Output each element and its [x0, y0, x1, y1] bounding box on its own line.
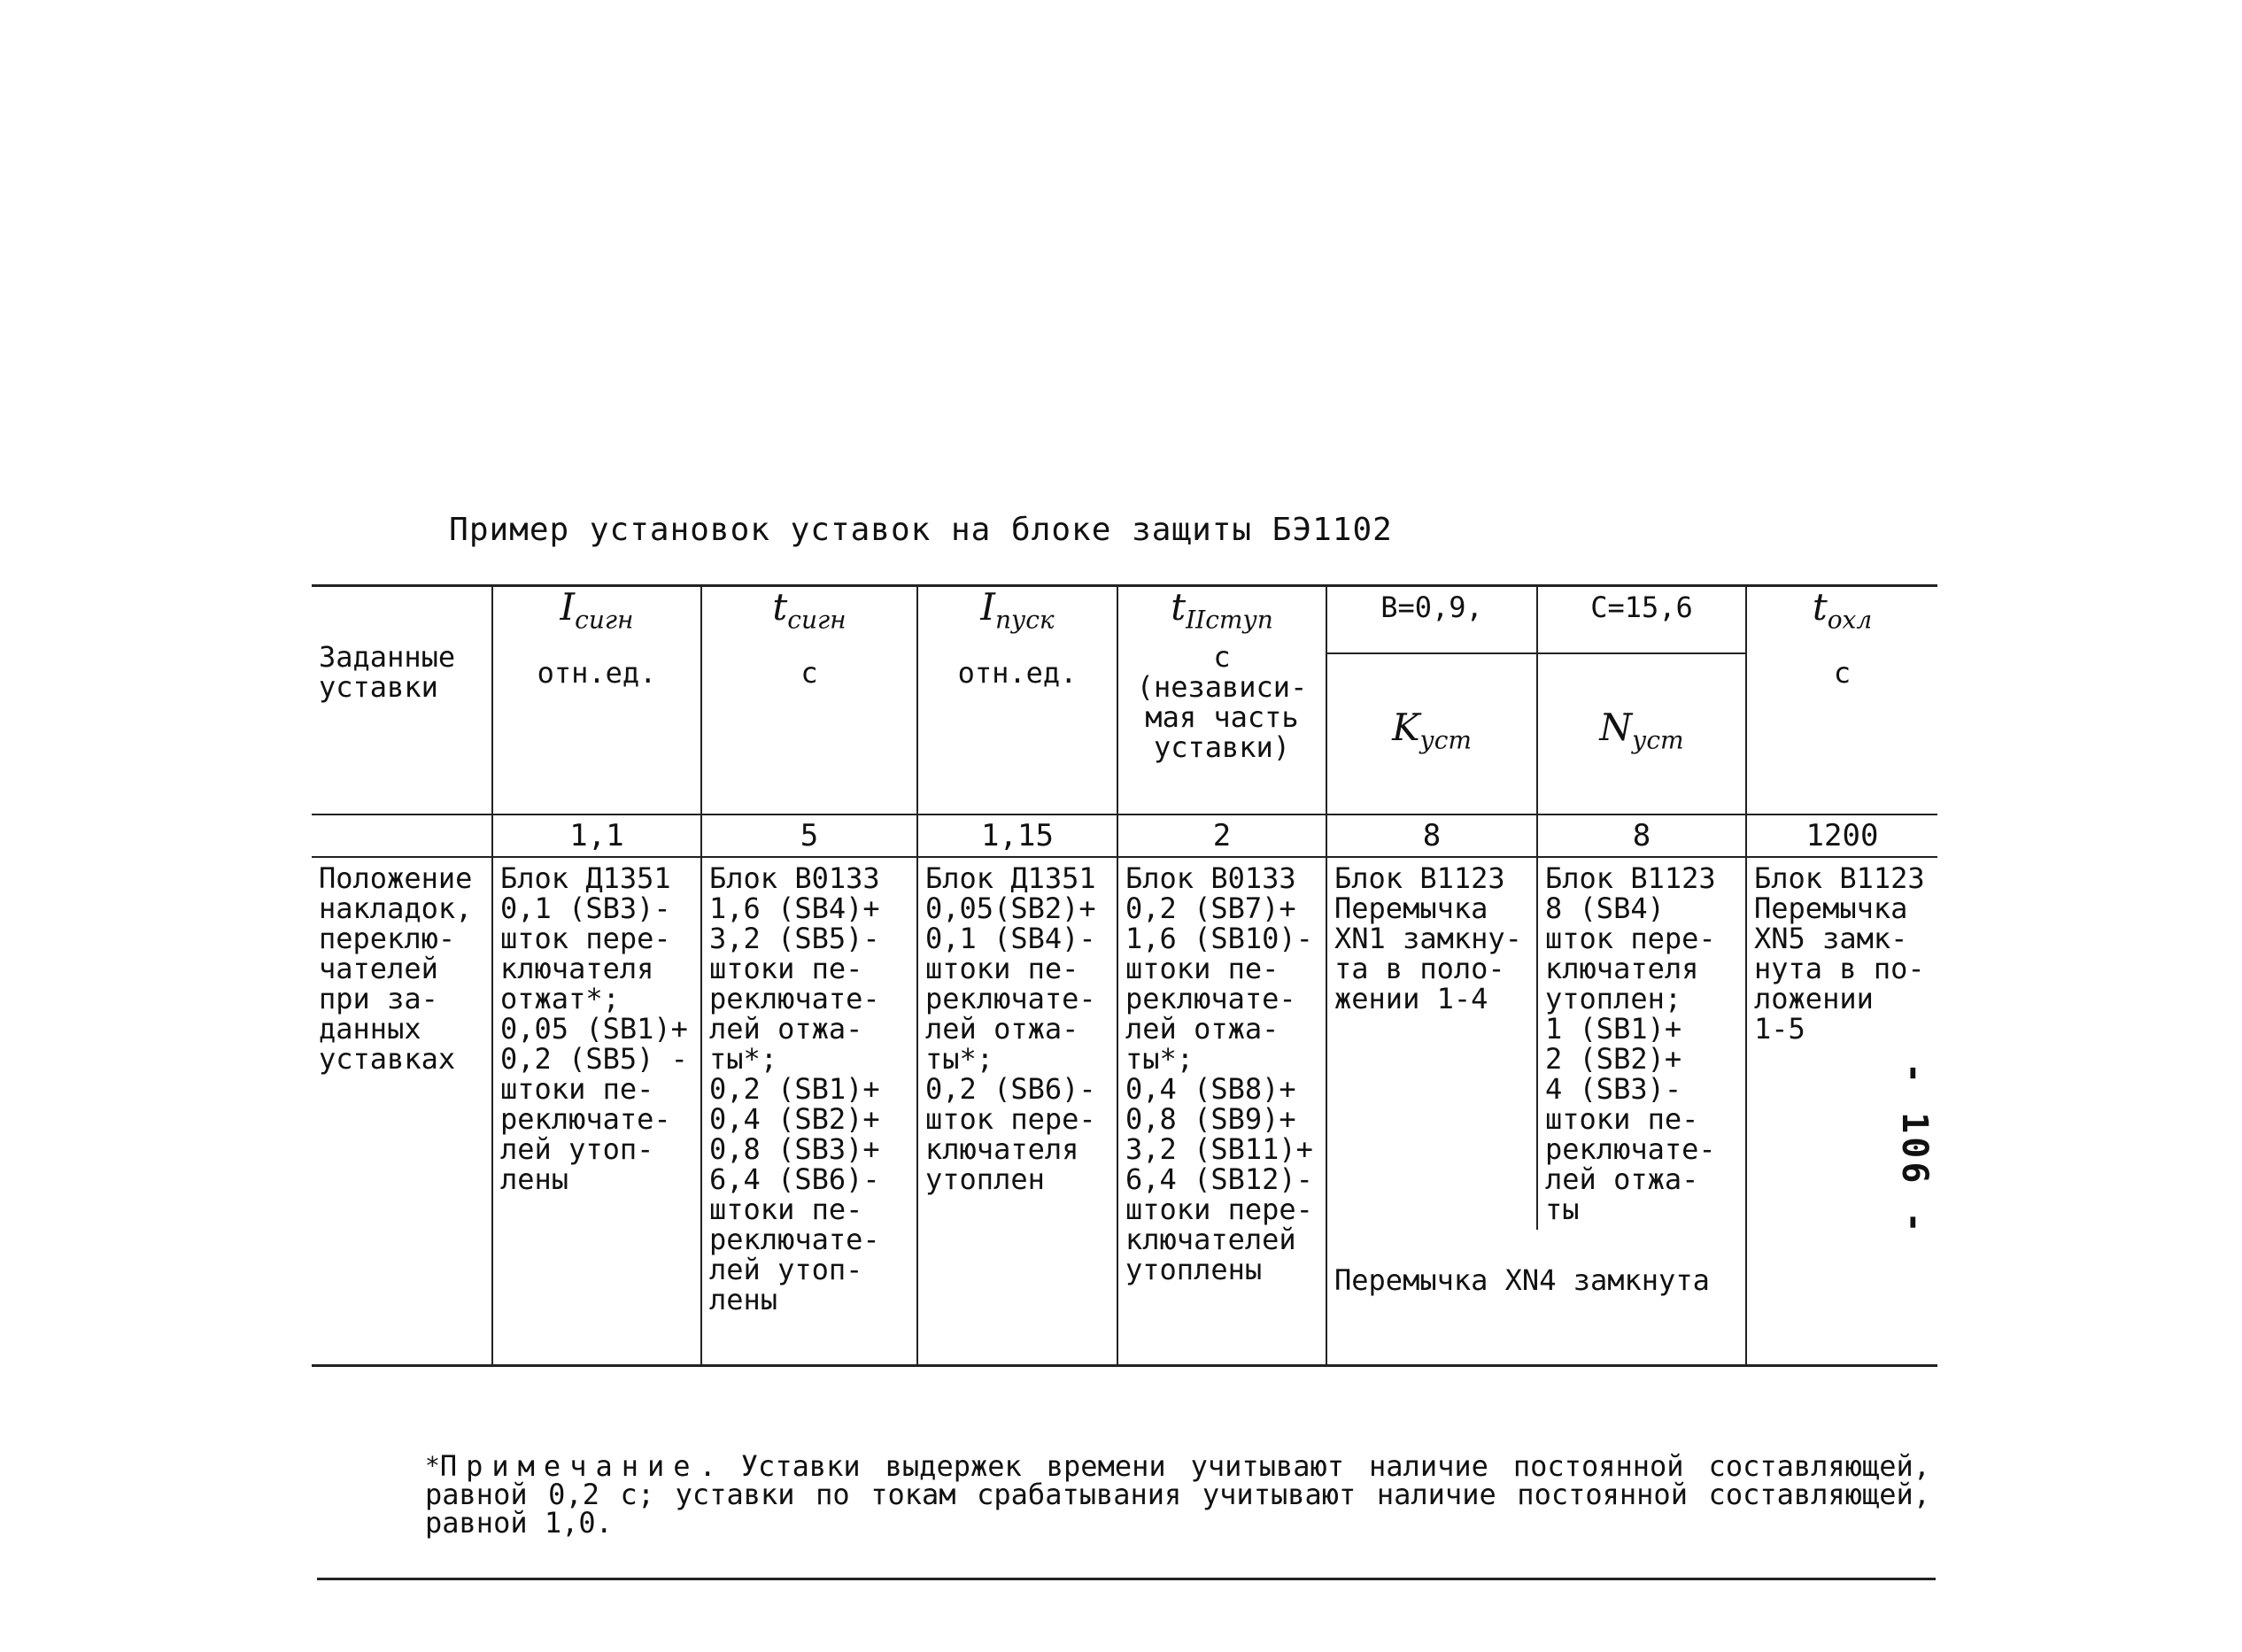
position-t-sign: Блок В0133 1,6 (SB4)+ 3,2 (SB5)- штоки пе- реключате- лей отжа- ты*; 0,2 (SB1)+ 0,4 (SB2)+ 0,8 (SB3)+ 6,4 (SB6)- штоки пе- реключате- лей утоп- лены	[701, 857, 917, 1366]
value-n-ust: 8	[1537, 814, 1746, 857]
xn4-note: Перемычка XN4 замкнута	[1334, 1263, 1710, 1297]
row-header-settings: Заданные уставки	[312, 586, 492, 815]
col-header-t-sign: $t_{сигн}$ с	[701, 586, 917, 815]
footnote-star: *	[425, 1451, 440, 1480]
value-i-pusk: 1,15	[917, 814, 1117, 857]
col-header-n-ust: $N_{уст}$	[1537, 653, 1746, 814]
positions-header: Положение накладок, переклю- чателей при за- данных уставках	[312, 857, 492, 1366]
position-k-n-ust: Блок В1123 Перемычка XN1 замкну- та в поло- жении 1-4 Блок В1123 8 (SB4) шток пере- ключателя утоплен; 1 (SB1)+ 2 (SB2)+ 4 (SB3)- штоки пе- реключате- лей отжа- ты Перемычка XN4 замкнута	[1326, 857, 1746, 1366]
page-number: - 106 -	[1894, 1062, 1935, 1237]
value-t-stage2: 2	[1117, 814, 1326, 857]
values-row-label	[312, 814, 492, 857]
b-value: B=0,9,	[1326, 586, 1537, 654]
position-t-ohl: Блок В1123 Перемычка XN5 замк- нута в по- ложении 1-5	[1746, 857, 1937, 1366]
position-i-sign: Блок Д1351 0,1 (SB3)- шток пере- ключателя отжат*; 0,05 (SB1)+ 0,2 (SB5) - штоки пе- реключате- лей утоп- лены	[492, 857, 701, 1366]
value-t-sign: 5	[701, 814, 917, 857]
c-value: C=15,6	[1537, 586, 1746, 654]
footnote	[425, 1449, 1930, 1540]
footnote-text: . Уставки выдержек времени учитывают наличие постоянной составляющей, равной 0,2 с; уставки по токам срабатывания учитывают наличие постоянной составляющей, равной 1,0.	[425, 1449, 1930, 1540]
col-header-k-ust: $K_{уст}$	[1326, 653, 1537, 814]
position-t-stage2: Блок В0133 0,2 (SB7)+ 1,6 (SB10)- штоки пе- реключате- лей отжа- ты*; 0,4 (SB8)+ 0,8 (SB9)+ 3,2 (SB11)+ 6,4 (SB12)- штоки пере- ключателей утоплены	[1117, 857, 1326, 1366]
col-header-t-stage2: $t_{IIступ}$ с (независи- мая часть уставки)	[1117, 586, 1326, 815]
value-t-ohl: 1200	[1746, 814, 1937, 857]
footnote-rule	[317, 1578, 1936, 1580]
footnote-label: Примечание	[439, 1449, 700, 1483]
value-k-ust: 8	[1326, 814, 1537, 857]
col-header-i-pusk: $I_{пуск}$ отн.ед.	[917, 586, 1117, 815]
col-header-t-ohl: $t_{охл}$ с	[1746, 586, 1937, 815]
position-i-pusk: Блок Д1351 0,05(SB2)+ 0,1 (SB4)- штоки пе- реключате- лей отжа- ты*; 0,2 (SB6)- шток пере- ключателя утоплен	[917, 857, 1117, 1366]
page-title: Пример установок уставок на блоке защиты БЭ1102	[449, 512, 1393, 548]
col-header-i-sign: $I_{сигн}$ отн.ед.	[492, 586, 701, 815]
settings-table	[312, 584, 1937, 1367]
value-i-sign: 1,1	[492, 814, 701, 857]
